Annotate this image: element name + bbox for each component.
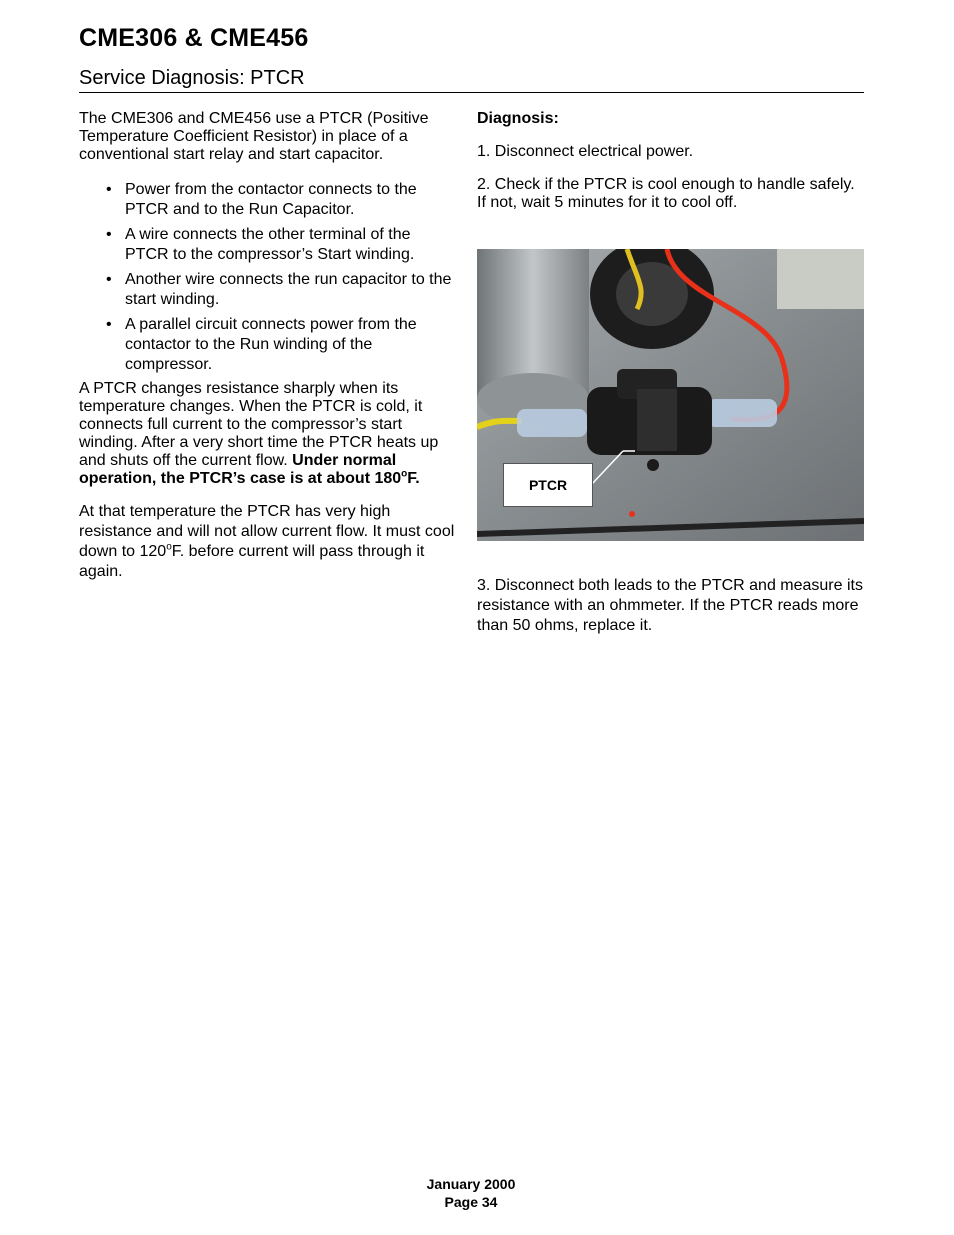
- page-footer: [0, 1175, 942, 1211]
- normal-operation-note: Under normal operation, the PTCR’s case is at about 180$^o$F.: [79, 452, 420, 487]
- step-2: 2. Check if the PTCR is cool enough to handle safely. If not, wait 5 minutes for it to cool off.: [477, 176, 855, 211]
- list-item: • A parallel circuit connects power from the contactor to the Run winding of the compressor.: [106, 316, 417, 373]
- diagnosis-heading: Diagnosis:: [477, 110, 559, 127]
- page-number: Page 34: [444, 1194, 498, 1210]
- right-column: [477, 110, 864, 651]
- step-3: 3. Disconnect both leads to the PTCR and measure its resistance with an ohmmeter. If the PTCR reads more than 50 ohms, replace it.: [477, 577, 863, 634]
- footer-date: January 2000: [426, 1176, 516, 1192]
- ptcr-explanation-paragraph: A PTCR changes resistance sharply when its temperature changes. When the PTCR is cold, it connects full current to the compressor’s start winding. After a very short time the PTCR heats up and shuts off the current flow. Under normal operation, the PTCR’s case is at about 180$^o$F.: [79, 380, 439, 487]
- left-column: [79, 110, 457, 582]
- cooldown-paragraph: At that temperature the PTCR has very high resistance and will not allow current flow. It must cool down to 120$^o$F. before current will pass through it again.: [79, 503, 455, 580]
- bullet-list: [79, 180, 457, 375]
- section-title: Service Diagnosis: PTCR: [79, 67, 305, 89]
- bullet-icon: •: [106, 271, 112, 288]
- bullet-icon: •: [106, 226, 112, 243]
- list-item: • A wire connects the other terminal of the PTCR to the compressor’s Start winding.: [106, 226, 415, 263]
- ptcr-callout-label: PTCR: [503, 463, 593, 507]
- header-rule: [79, 92, 864, 93]
- document-title: CME306 & CME456: [79, 24, 309, 52]
- list-item: • Power from the contactor connects to the PTCR and to the Run Capacitor.: [106, 181, 417, 218]
- bullet-icon: •: [106, 316, 112, 333]
- ptcr-photo: [477, 249, 864, 541]
- bullet-icon: •: [106, 181, 112, 198]
- intro-paragraph: The CME306 and CME456 use a PTCR (Positive Temperature Coefficient Resistor) in place of a conventional start relay and start capacitor.: [79, 110, 429, 163]
- list-item: • Another wire connects the run capacitor to the start winding.: [106, 271, 452, 308]
- step-1: 1. Disconnect electrical power.: [477, 143, 694, 160]
